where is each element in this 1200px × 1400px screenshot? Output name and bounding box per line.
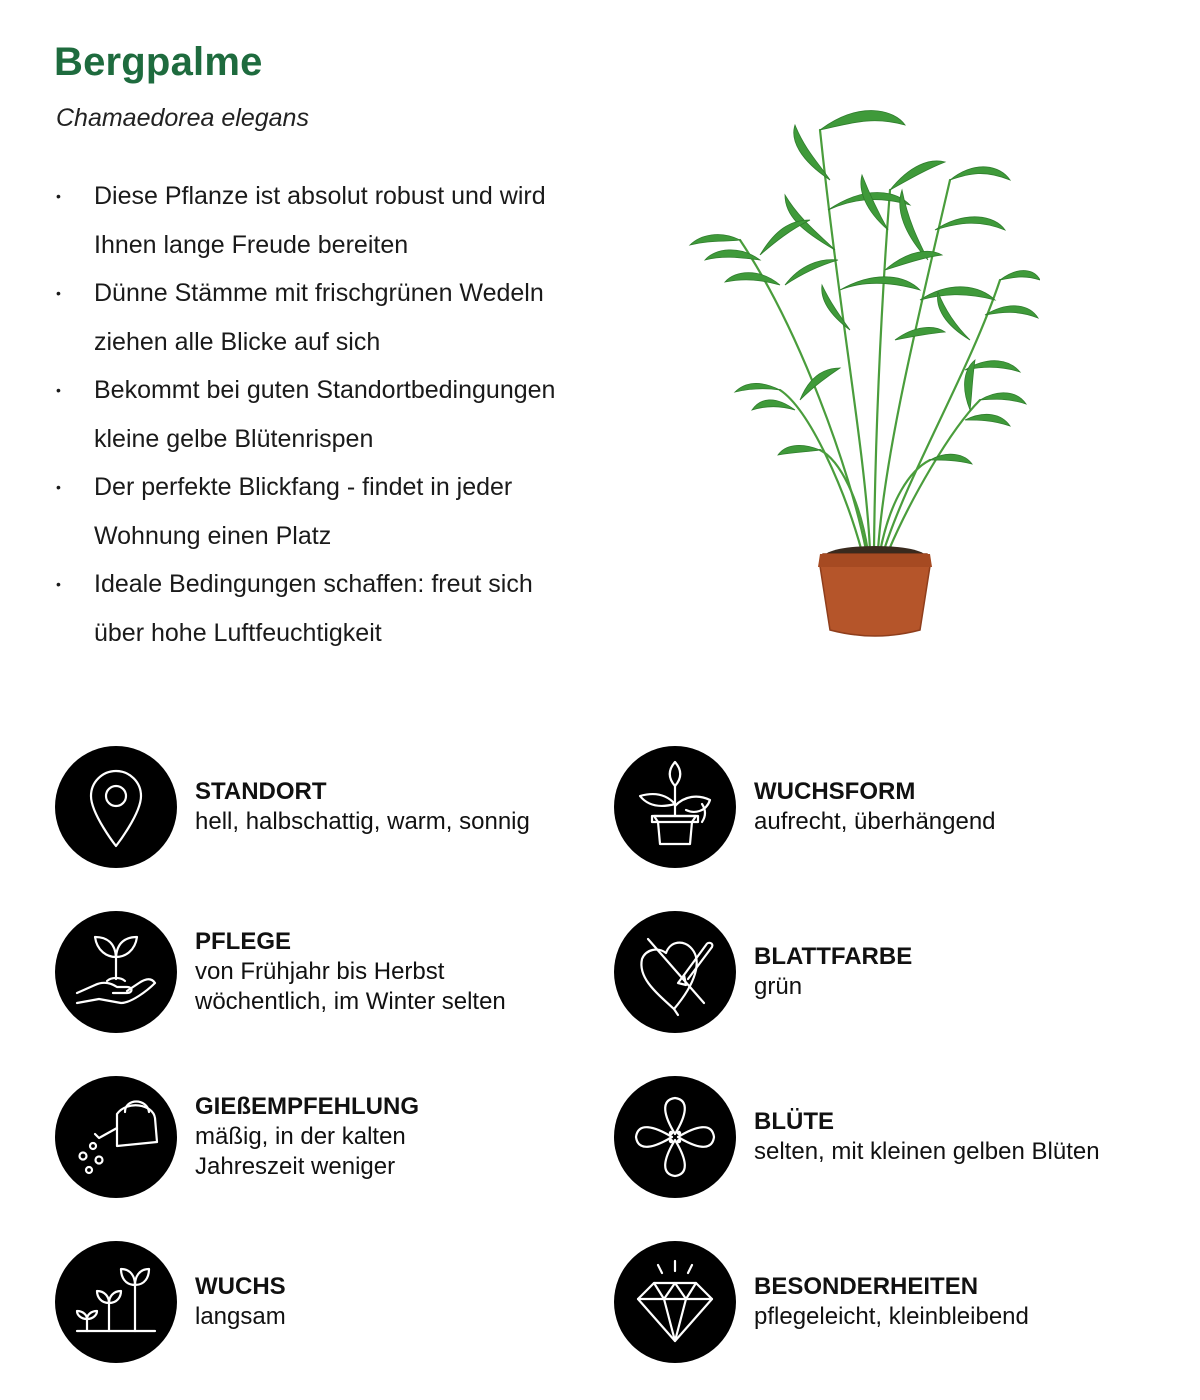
- feature-label: GIEßEMPFEHLUNG: [195, 1093, 420, 1120]
- feature-blattfarbe: [614, 911, 1154, 1035]
- bullet-item: • Bekommt bei guten Standortbedingungen kleine gelbe Blütenrispen: [54, 366, 654, 463]
- feature-label: BESONDERHEITEN: [754, 1273, 979, 1300]
- diamond-icon: [614, 1241, 736, 1363]
- feature-value: langsam: [195, 1303, 286, 1330]
- feature-bullet-list: [54, 172, 654, 657]
- bullet-dot: •: [56, 479, 61, 495]
- feature-value: hell, halbschattig, warm, sonnig: [195, 808, 530, 835]
- feature-value: wöchentlich, im Winter selten: [195, 988, 506, 1015]
- feature-label: BLÜTE: [754, 1108, 834, 1135]
- flower-icon: [614, 1076, 736, 1198]
- feature-label: WUCHS: [195, 1273, 286, 1300]
- watering-can-icon: [55, 1076, 177, 1198]
- location-pin-icon: [55, 746, 177, 868]
- sprouts-growth-icon: [55, 1241, 177, 1363]
- potted-plant-icon: [614, 746, 736, 868]
- bullet-dot: •: [56, 382, 61, 398]
- feature-value: Jahreszeit weniger: [195, 1153, 396, 1180]
- feature-label: BLATTFARBE: [754, 943, 913, 970]
- bullet-dot: •: [56, 576, 61, 592]
- feature-pflege: [55, 911, 595, 1035]
- feature-label: STANDORT: [195, 778, 327, 805]
- feature-value: von Frühjahr bis Herbst: [195, 958, 445, 985]
- feature-value: selten, mit kleinen gelben Blüten: [754, 1138, 1100, 1165]
- feature-value: pflegeleicht, kleinbleibend: [754, 1303, 1029, 1330]
- feature-label: WUCHSFORM: [754, 778, 916, 805]
- bullet-item: • Dünne Stämme mit frischgrünen Wedeln ziehen alle Blicke auf sich: [54, 269, 654, 366]
- bullet-dot: •: [56, 188, 61, 204]
- leaf-brush-icon: [614, 911, 736, 1033]
- feature-wuchs: [55, 1241, 595, 1365]
- feature-value: aufrecht, überhängend: [754, 808, 996, 835]
- bullet-item: • Diese Pflanze ist absolut robust und wird Ihnen lange Freude bereiten: [54, 172, 654, 269]
- feature-bluete: [614, 1076, 1154, 1200]
- bullet-dot: •: [56, 285, 61, 301]
- feature-wuchsform: [614, 746, 1154, 870]
- bullet-item: • Ideale Bedingungen schaffen: freut sich über hohe Luftfeuchtigkeit: [54, 560, 654, 657]
- bullet-item: • Der perfekte Blickfang - findet in jeder Wohnung einen Platz: [54, 463, 654, 560]
- botanical-name: Chamaedorea elegans: [56, 104, 309, 132]
- product-title: Bergpalme: [54, 40, 263, 84]
- feature-giessempfehlung: [55, 1076, 595, 1200]
- feature-besonderheiten: [614, 1241, 1154, 1365]
- feature-value: mäßig, in der kalten: [195, 1123, 406, 1150]
- hand-seedling-icon: [55, 911, 177, 1033]
- feature-value: grün: [754, 973, 803, 1000]
- feature-standort: [55, 746, 595, 870]
- feature-label: PFLEGE: [195, 928, 292, 955]
- potted-palm-image: [680, 70, 1040, 660]
